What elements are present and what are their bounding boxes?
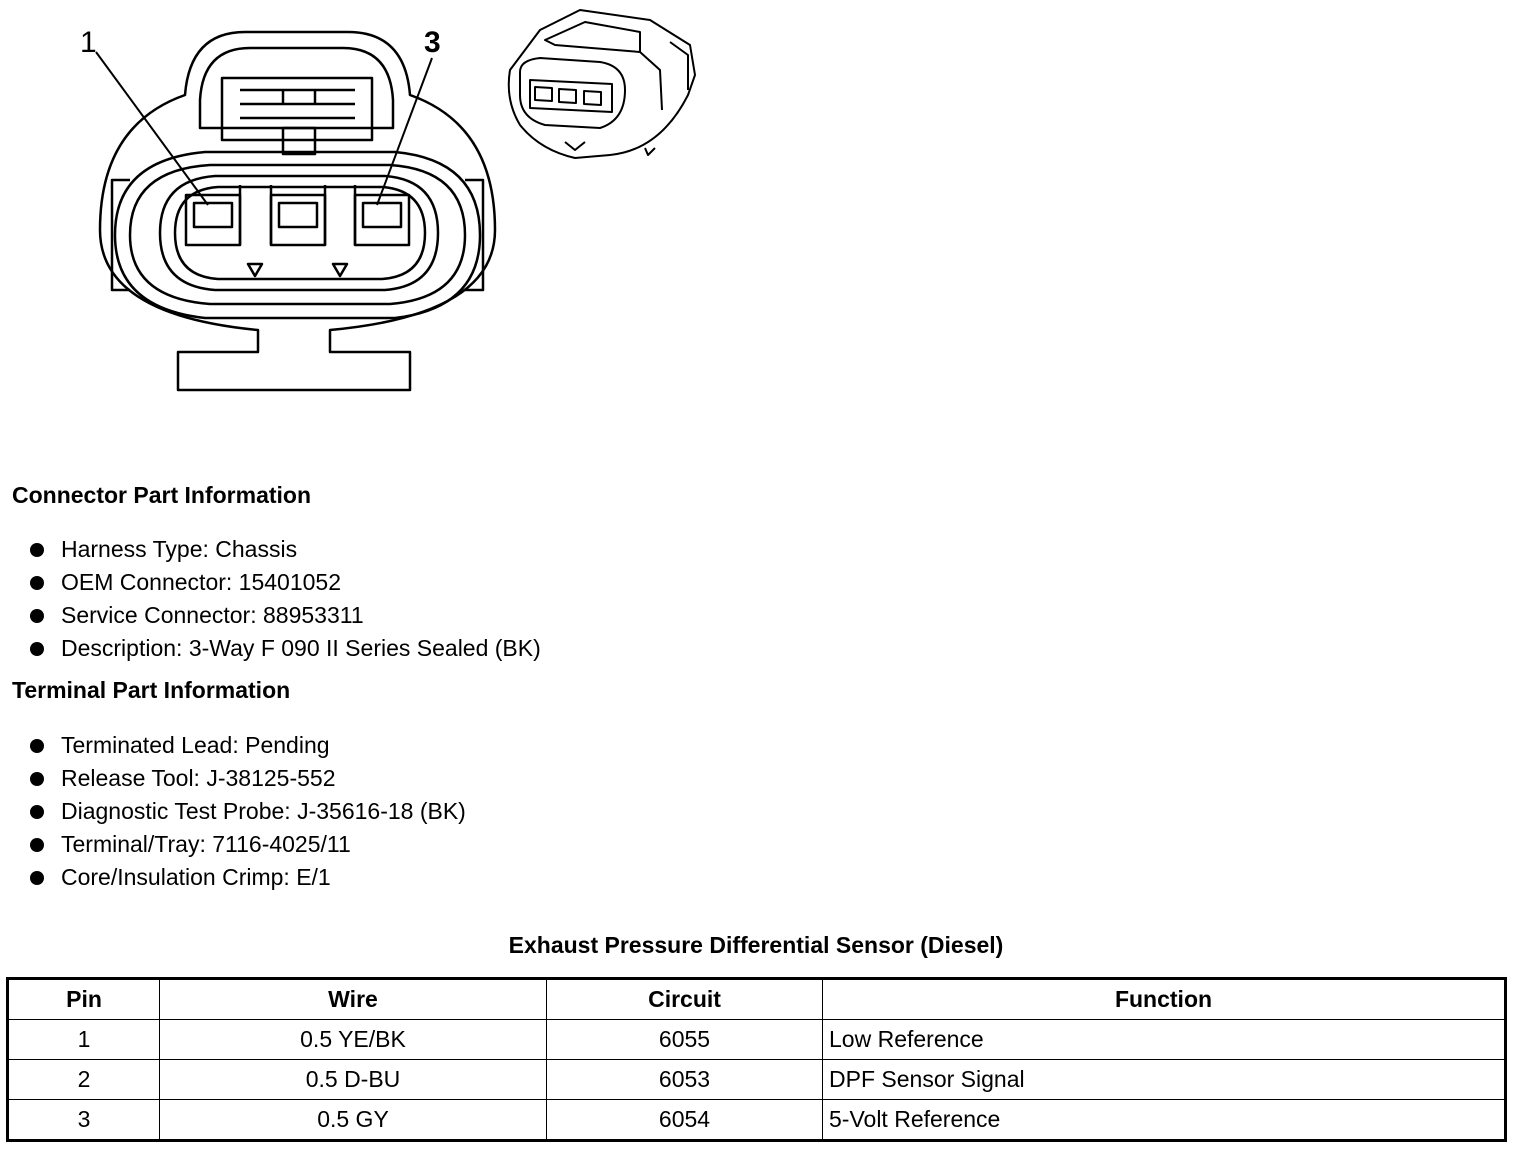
list-item: Release Tool: J-38125-552 <box>30 762 466 795</box>
list-item: Description: 3-Way F 090 II Series Sealed (BK) <box>30 632 541 665</box>
connector-diagram <box>0 0 720 420</box>
table-header-row <box>8 979 1506 1020</box>
bullet-icon <box>30 838 44 852</box>
pin-cell: 2 <box>8 1060 160 1100</box>
circuit-cell: 6053 <box>547 1060 823 1100</box>
column-header-pin: Pin <box>8 979 160 1020</box>
table-row <box>8 1020 1506 1060</box>
list-item: Terminal/Tray: 7116-4025/11 <box>30 828 466 861</box>
list-item: Terminated Lead: Pending <box>30 729 466 762</box>
pinout-table <box>6 977 1507 1142</box>
table-row <box>8 1100 1506 1141</box>
wire-cell: 0.5 GY <box>160 1100 547 1141</box>
column-header-function: Function <box>823 979 1506 1020</box>
circuit-cell: 6055 <box>547 1020 823 1060</box>
bullet-icon <box>30 609 44 623</box>
bullet-icon <box>30 576 44 590</box>
column-header-circuit: Circuit <box>547 979 823 1020</box>
connector-info-list <box>30 533 541 665</box>
callout-pin-1: 1 <box>80 26 97 59</box>
list-item: OEM Connector: 15401052 <box>30 566 541 599</box>
table-row <box>8 1060 1506 1100</box>
list-item: Diagnostic Test Probe: J-35616-18 (BK) <box>30 795 466 828</box>
bullet-icon <box>30 543 44 557</box>
list-item: Service Connector: 88953311 <box>30 599 541 632</box>
bullet-icon <box>30 871 44 885</box>
bullet-icon <box>30 642 44 656</box>
table-title: Exhaust Pressure Differential Sensor (Diesel) <box>508 932 1004 958</box>
function-cell: 5-Volt Reference <box>823 1100 1506 1141</box>
column-header-wire: Wire <box>160 979 547 1020</box>
terminal-info-list <box>30 729 466 894</box>
pin-cell: 3 <box>8 1100 160 1141</box>
bullet-icon <box>30 805 44 819</box>
function-cell: DPF Sensor Signal <box>823 1060 1506 1100</box>
function-cell: Low Reference <box>823 1020 1506 1060</box>
callout-pin-3: 3 <box>424 26 441 59</box>
circuit-cell: 6054 <box>547 1100 823 1141</box>
pin-cell: 1 <box>8 1020 160 1060</box>
terminal-info-heading: Terminal Part Information <box>12 677 291 703</box>
list-item: Core/Insulation Crimp: E/1 <box>30 861 466 894</box>
bullet-icon <box>30 739 44 753</box>
list-item: Harness Type: Chassis <box>30 533 541 566</box>
connector-info-heading: Connector Part Information <box>12 482 312 508</box>
connector-iso-view <box>509 10 695 158</box>
connector-face-view <box>96 32 495 390</box>
wire-cell: 0.5 D-BU <box>160 1060 547 1100</box>
bullet-icon <box>30 772 44 786</box>
wire-cell: 0.5 YE/BK <box>160 1020 547 1060</box>
